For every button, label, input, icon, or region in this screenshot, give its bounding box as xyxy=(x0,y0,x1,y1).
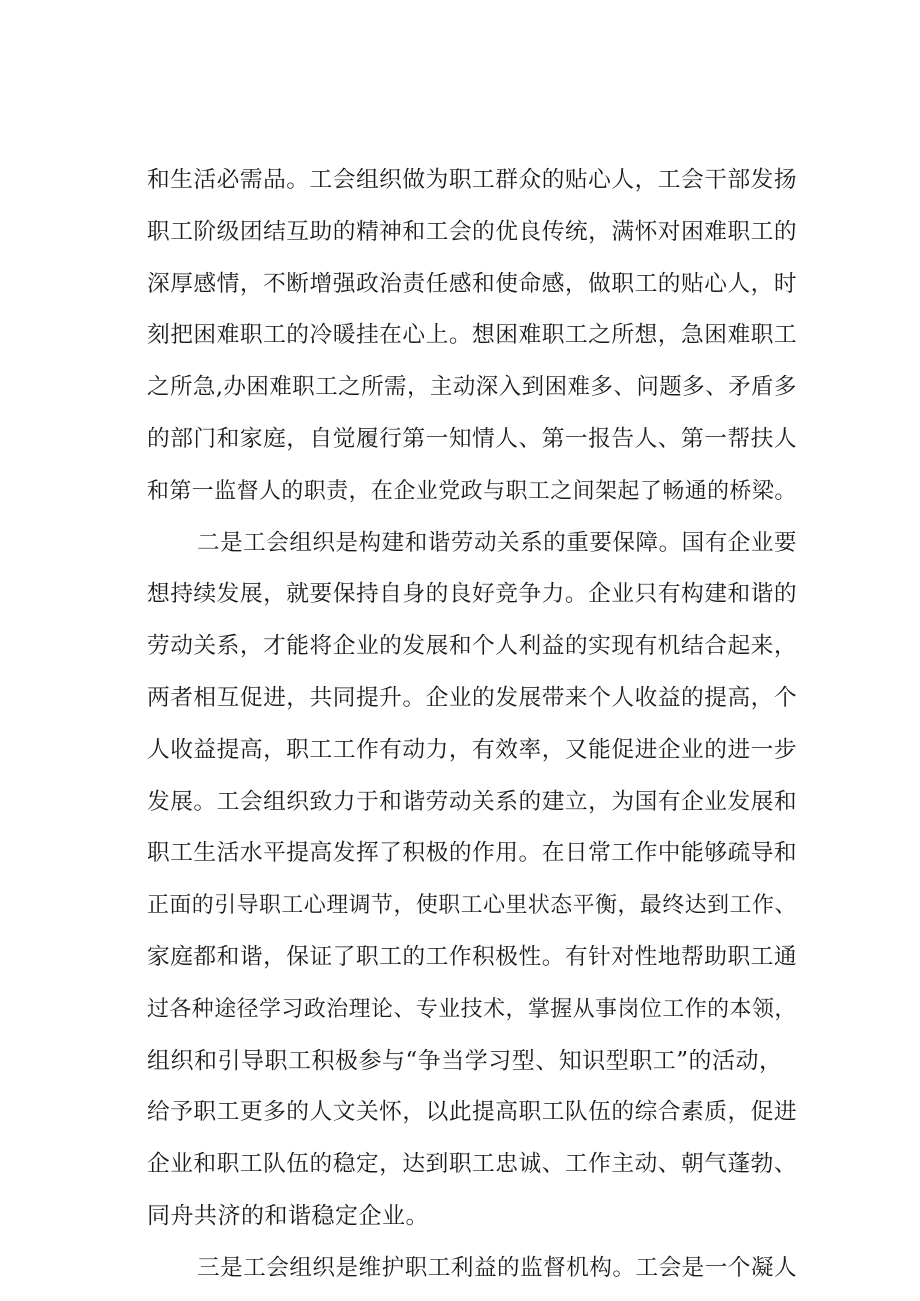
text-line: 想持续发展，就要保持自身的良好竞争力。企业只有构建和谐的 xyxy=(147,581,798,608)
text-line: 过各种途径学习政治理论、专业技术，掌握从事岗位工作的本领， xyxy=(147,996,797,1022)
text-line: 同舟共济的和谐稳定企业。 xyxy=(147,1202,429,1229)
text-line: 组织和引导职工积极参与“争当学习型、知识型职工”的活动， xyxy=(147,1047,783,1074)
text-line: 给予职工更多的人文关怀，以此提高职工队伍的综合素质，促进 xyxy=(147,1099,798,1126)
text-line: 发展。工会组织致力于和谐劳动关系的建立，为国有企业发展和 xyxy=(147,788,798,815)
text-line: 家庭都和谐，保证了职工的工作积极性。有针对性地帮助职工通 xyxy=(147,943,798,970)
text-line: 的部门和家庭，自觉履行第一知情人、第一报告人、第一帮扶人 xyxy=(147,425,798,452)
text-line: 劳动关系，才能将企业的发展和个人利益的实现有机结合起来， xyxy=(147,633,798,660)
text-line: 深厚感情，不断增强政治责任感和使命感，做职工的贴心人，时 xyxy=(147,270,798,297)
text-line: 和第一监督人的职责，在企业党政与职工之间架起了畅通的桥梁。 xyxy=(147,478,797,504)
paragraph-first-line: 二是工会组织是构建和谐劳动关系的重要保障。国有企业要 xyxy=(197,529,798,556)
text-line: 刻把困难职工的冷暖挂在心上。想困难职工之所想，急困难职工 xyxy=(147,322,798,349)
text-line: 正面的引导职工心理调节，使职工心里状态平衡，最终达到工作、 xyxy=(147,893,797,919)
body-text xyxy=(147,155,797,1295)
text-line: 和生活必需品。工会组织做为职工群众的贴心人，工会干部发扬 xyxy=(147,167,798,193)
text-line: 人收益提高，职工工作有动力，有效率，又能促进企业的进一步 xyxy=(147,736,798,763)
paragraph-first-line: 三是工会组织是维护职工利益的监督机构。工会是一个凝人 xyxy=(197,1254,798,1281)
text-line: 之所急,办困难职工之所需，主动深入到困难多、问题多、矛盾多 xyxy=(147,374,797,401)
text-line: 两者相互促进，共同提升。企业的发展带来个人收益的提高，个 xyxy=(147,684,798,711)
text-line: 职工阶级团结互助的精神和工会的优良传统，满怀对困难职工的 xyxy=(147,218,798,245)
text-line: 企业和职工队伍的稳定，达到职工忠诚、工作主动、朝气蓬勃、 xyxy=(147,1151,798,1178)
text-line: 职工生活水平提高发挥了积极的作用。在日常工作中能够疏导和 xyxy=(147,840,798,867)
